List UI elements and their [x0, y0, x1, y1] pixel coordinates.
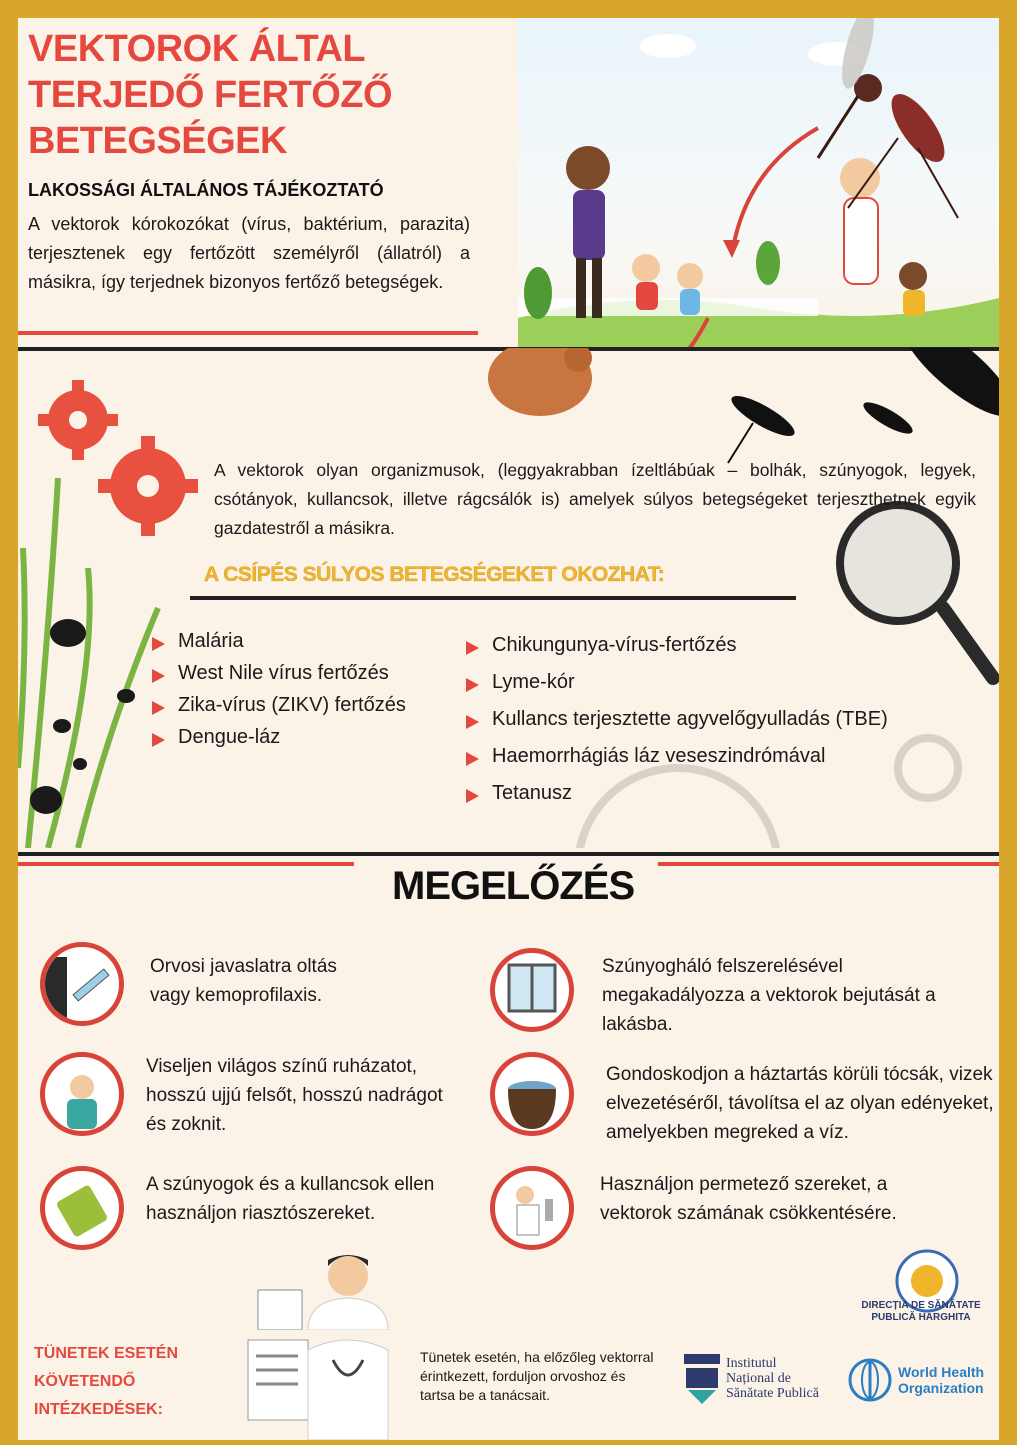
insp-name-line: Institutul	[726, 1356, 777, 1371]
doctor-body-icon	[238, 1330, 400, 1440]
list-item	[152, 694, 406, 726]
prevention-text: Orvosi javaslatra oltás vagy kemoprofilaxis.	[150, 956, 337, 1006]
title-line-2: TERJEDŐ FERTŐZŐ	[28, 74, 393, 116]
disease-name: Haemorrhágiás láz veseszindrómával	[492, 745, 826, 767]
gear-icon	[38, 380, 118, 460]
list-item	[466, 671, 888, 708]
flea-icon	[488, 348, 592, 416]
symptoms-heading-line: KÖVETENDŐ	[34, 1373, 136, 1390]
list-item	[152, 662, 406, 694]
spray-icon	[490, 1166, 574, 1250]
diseases-underline	[190, 596, 796, 600]
dsp-name-line-2: PUBLICĂ HARGHITA	[871, 1312, 971, 1323]
symptoms-heading-line: TÜNETEK ESETÉN	[34, 1345, 179, 1362]
symptoms-heading-line: INTÉZKEDÉSEK:	[34, 1401, 163, 1418]
disease-name: Kullancs terjesztette agyvelőgyulladás (TBE)	[492, 708, 888, 730]
disease-name: Chikungunya-vírus-fertőzés	[492, 634, 737, 656]
bullet-arrow-icon	[466, 715, 479, 729]
bullet-arrow-icon	[152, 669, 165, 683]
bullet-arrow-icon	[466, 641, 479, 655]
list-item	[466, 745, 888, 782]
prevention-text: Viseljen világos színű ruházatot, hosszú ujjú felsőt, hosszú nadrágot és zoknit.	[146, 1056, 443, 1135]
bullet-arrow-icon	[466, 678, 479, 692]
doctor-icon	[248, 1250, 418, 1330]
prevention-text: Szúnyogháló felszerelésével megakadályozza a vektorok bejutását a lakásba.	[602, 956, 936, 1035]
bullet-arrow-icon	[466, 752, 479, 766]
list-item	[466, 634, 888, 671]
title-line-1: VEKTOROK ÁLTAL	[28, 28, 366, 70]
disease-name: Zika-vírus (ZIKV) fertőzés	[178, 694, 406, 716]
insp-name-line: Național de	[726, 1371, 791, 1386]
symptoms-text: Tünetek esetén, ha előzőleg vektorral érintkezett, forduljon orvoshoz és tartsa be a tanácsait.	[420, 1349, 654, 1403]
poster-content	[18, 18, 999, 1330]
diseases-list-left	[152, 630, 406, 758]
who-name-line: Organization	[898, 1380, 984, 1396]
bullet-arrow-icon	[466, 789, 479, 803]
illustration-sky	[518, 18, 999, 348]
bullet-arrow-icon	[152, 733, 165, 747]
who-name-line: World Health	[898, 1364, 985, 1380]
list-item	[152, 726, 406, 758]
dsp-name-line-1: DIRECȚIA DE SĂNĂTATE	[861, 1300, 981, 1311]
window-net-icon	[490, 948, 574, 1032]
diseases-heading: A CSÍPÉS SÚLYOS BETEGSÉGEKET OKOZHAT:	[204, 563, 665, 586]
symptoms-heading	[34, 1340, 214, 1424]
disease-name: Malária	[178, 630, 244, 652]
black-divider	[18, 852, 999, 856]
hero-illustration	[518, 18, 999, 348]
gear-icon	[98, 436, 198, 536]
title-line-3: BETEGSÉGEK	[28, 120, 287, 162]
vectors-description: A vektorok olyan organizmusok, (leggyakrabban ízeltlábúak – bolhák, szúnyogok, legyek, csótányok, kullancsok, illetve rágcsálók is) amelyek súlyos betegségeket terjeszthetnek egyik gazdatestről a másikra.	[214, 460, 976, 538]
footer-doctor-panel	[238, 1330, 400, 1440]
poster-title	[28, 26, 392, 164]
who-logo-icon	[846, 1356, 894, 1404]
repellent-tube-icon	[40, 1166, 124, 1250]
water-pot-icon	[490, 1052, 574, 1136]
prevention-text: Gondoskodjon a háztartás körüli tócsák, vizek elvezetéséről, távolítsa el az olyan edényeket, amelyekben megreked a víz.	[606, 1064, 994, 1143]
disease-name: Dengue-láz	[178, 726, 281, 748]
disease-name: Lyme-kór	[492, 671, 575, 693]
prevention-heading: MEGELŐZÉS	[392, 864, 635, 908]
prevention-text: A szúnyogok és a kullancsok ellen használjon riasztószereket.	[146, 1174, 435, 1224]
clothing-icon	[40, 1052, 124, 1136]
insp-name-line: Sănătate Publică	[726, 1386, 819, 1401]
insp-logo-icon	[682, 1350, 722, 1406]
mosquito-silhouette-icon	[727, 348, 999, 463]
list-item	[152, 630, 406, 662]
vaccine-icon	[40, 942, 124, 1026]
who-name	[898, 1364, 984, 1396]
list-item	[466, 708, 888, 745]
dsp-name	[846, 1300, 996, 1324]
disease-name: Tetanusz	[492, 782, 573, 804]
red-divider	[18, 862, 354, 866]
bullet-arrow-icon	[152, 701, 165, 715]
insp-name	[726, 1356, 819, 1401]
subtitle: LAKOSSÁGI ÁLTALÁNOS TÁJÉKOZTATÓ	[28, 180, 384, 200]
intro-paragraph: A vektorok kórokozókat (vírus, baktérium, parazita) terjesztenek egy fertőzött személyről (állatról) a másikra, így terjednek bizonyos fertőző betegségek.	[28, 214, 470, 292]
bullet-arrow-icon	[152, 637, 165, 651]
red-divider	[18, 331, 478, 335]
disease-name: West Nile vírus fertőzés	[178, 662, 389, 684]
list-item	[466, 782, 888, 819]
prevention-text: Használjon permetező szereket, a vektorok számának csökkentésére.	[600, 1174, 897, 1224]
diseases-list-right	[466, 634, 888, 819]
red-divider	[658, 862, 999, 866]
